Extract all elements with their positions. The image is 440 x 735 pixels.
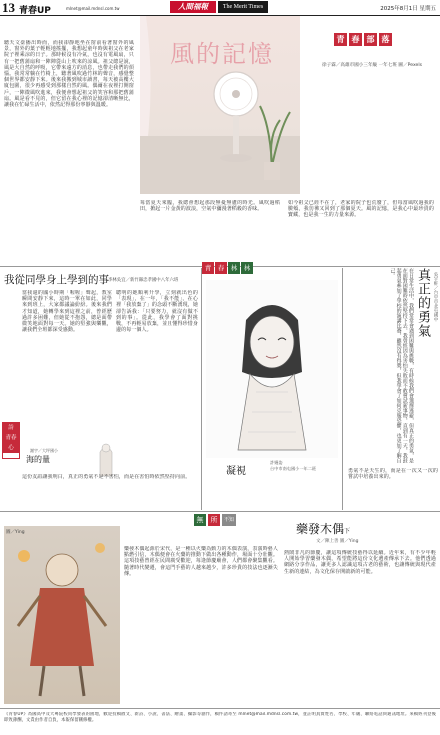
poem-label-char: 青春 xyxy=(3,433,19,443)
poem-label xyxy=(2,422,20,459)
article-title: 我從同學身上學到的事 xyxy=(4,274,109,286)
puppet-drawing xyxy=(4,526,120,704)
artist-school: 台中市南屯國小一年二班 xyxy=(270,466,317,471)
poem-illustration xyxy=(96,438,116,478)
tag-char: 不知 xyxy=(222,514,236,526)
page-footer xyxy=(0,708,440,735)
poem-byline: 謝宇／大坪國小 xyxy=(30,448,58,453)
girl-drawing xyxy=(206,280,338,458)
article-title-suffix: 下 xyxy=(344,528,351,535)
article-column: 如今祖父已經不在了，老家的院子也荒廢了，但每當風吹過我的臉頰，我彷彿又回到了那個夏天。風的記憶，是我心中最珍貴的寶藏，也是我一生的力量來源。 xyxy=(288,200,434,219)
article-column: 當我還的國小時期「喔喔」聲起，教室瞬間安靜下來，這時一單在如此，同學來到班上，大家都議論紛紛。後來我們才知道，她轉學來到這裡之前，曾經歷過許多困難，但她從不抱怨，總是面帶微笑地面對每一天。她的堅強與樂觀，讓我們全班都深受感動。 xyxy=(22,290,112,334)
newspaper-logo: 人間福報 xyxy=(170,1,216,13)
artist-name: 許嫚姿 xyxy=(270,460,283,465)
top-article xyxy=(0,16,440,266)
tag-char: 青 xyxy=(334,33,347,46)
tag-char: 林 xyxy=(228,262,240,274)
article-title xyxy=(296,520,350,537)
poem-label-char: 詩 xyxy=(3,423,19,433)
article-column: 聰明的她順利升學，立刻就出色的「表現」，在一年，「我不能」，在心裡「我放棄了」的念頭不斷湧現，她卻告訴我：「只要努力，就沒有做不到的事」。從此，我學會了面對挑戰，不再輕易放棄，並且懂得珍惜身邊的每一個人。 xyxy=(116,290,198,334)
divider xyxy=(342,268,343,510)
artwork-feature xyxy=(202,262,340,512)
puppet-illustration xyxy=(4,526,120,704)
section-title: 青春UP xyxy=(19,6,51,16)
artwork-title: 凝視 xyxy=(226,466,246,477)
article-byline: 吳宇軒／台中市北屯國中 xyxy=(433,272,438,322)
tag-char: 所 xyxy=(208,514,220,526)
article-byline: 李林吳宜／新竹縣忠孝國中八年六班 xyxy=(108,278,179,283)
issue-date: 2025年8月1日 星期五 xyxy=(380,6,436,12)
artwork-image xyxy=(206,280,338,458)
submission-notice: 《青春UP》為國高中及大專院校同學發表的園地，歡迎投稿散文、新詩、小說、書法、繪畫、攝影等創作，稿件請寄至 mlnet@mail.mdnsl.com.tw，並註明真實姓名、學校、年級、聯絡電話與通訊地址。來稿經刊登後即致薄酬，文責由作者自負，本報保留刪修權。 xyxy=(4,712,436,723)
column-tag xyxy=(202,262,253,274)
article-title: 風的記憶 xyxy=(170,40,274,68)
tag-char: 春 xyxy=(215,262,227,274)
article-byline: 徐子霖／高雄市國小三年級 一年七班 圖／Pexels xyxy=(322,63,423,68)
column-tag xyxy=(194,514,236,526)
tag-char: 落 xyxy=(379,33,392,46)
section-email: mlnet@mail.mdnsl.com.tw xyxy=(66,6,120,11)
article-title-text: 藥發木偶 xyxy=(296,522,345,536)
puppet-article xyxy=(0,512,440,707)
tag-char: 春 xyxy=(349,33,362,46)
tag-char: 青 xyxy=(202,262,214,274)
article-column: 這份友誼讓我明白，真正的勇氣不是不害怕，而是在害怕時依然堅持向前。 xyxy=(22,474,191,480)
article-column: 熱鬧非凡的節慶，讓這項傳統技藝得以延續。近年來，有不少年輕人開始學習藥發木偶，希望能將這份文化遺產傳承下去。他們透過網路分享作品，讓更多人認識這項古老的藝術，也讓傳統與現代產生新的連結，為文化保存開啟新的可能。 xyxy=(284,550,436,575)
tag-char: 部 xyxy=(364,33,377,46)
tag-char: 無 xyxy=(194,514,206,526)
image-credit: 圖／Ying xyxy=(6,530,25,535)
article-column: 每當夏天來臨，我總會想起那段無憂無慮的時光。風吹過稻田，掀起一片金黃的波浪，空氣中瀰漫著稻穀的香味。 xyxy=(140,200,280,213)
column-tag xyxy=(334,33,392,46)
newspaper-english-logo: The Merit Times xyxy=(218,1,268,13)
artwork-byline xyxy=(270,460,316,472)
courage-article xyxy=(344,262,440,512)
article-column: 勇氣不是天生的，而是在一次又一次的嘗試中培養出來的。 xyxy=(348,468,438,481)
article-column: 藥發木偶起源於宋代，是一種以火藥為動力的木偶表演，表演時藝人點燃引信，木偶便會在火藥的推動下做出各種動作，場面十分壯觀。這項技藝曾經在民間廣受歡迎，每逢節慶廟會，人們都會聚集觀看。隨著時代變遷，會這門手藝的人越來越少，許多珍貴的技法也逐漸失傳。 xyxy=(124,546,278,577)
article-column: 在日常生活中，我們常常會遇到困難與挑戰，有時候我們會選擇逃避，但真正的勇氣，是在面對困難時依然堅持下去。我曾經因為害怕失敗而不敢嘗試新事物，直到有一天，我鼓起勇氣參加了學校的演講比賽，雖然沒有得獎，但我學會了如何克服恐懼，也更加了解自己。 xyxy=(389,268,414,463)
tag-char: 林 xyxy=(241,262,253,274)
poem-label-char: 心 xyxy=(3,443,19,453)
poem-title: 海的量 xyxy=(26,455,50,464)
classmate-article xyxy=(0,268,200,508)
article-byline: 文／陳上善 圖／Ying xyxy=(316,539,359,544)
page-header xyxy=(0,0,440,16)
page-number: 13 xyxy=(2,0,15,15)
article-title: 真正的勇氣 xyxy=(415,268,430,338)
article-column: 聽天文臺播出時而，而我卻靜地坐在窗前看著窗外的風景，窗外的葉子輕輕地搖擺，我想起童年時與祖父在老家院子裡乘涼的日子。那時候沒有冷氣，也沒有電風扇，只有一把舊蒲扇和一陣陣從山上吹來的涼風。祖父總是說，風是大自然的呼吸，它帶來遠方的消息，也帶走我們的煩惱。我常常躺在竹椅上，聽著風吹過竹林的聲音，感覺整個世界都安靜下來。後來我搬到城市讀書，每天被高樓大廈包圍，很少再感受到那樣自然的風。偶爾在夜裡打開窗戶，一陣微風吹進來，我便會想起祖父的笑容和那把舊蒲扇。風是看不見的，但它留在我心裡的記憶卻清晰無比，讓我在忙碌生活中，依然記得那份寧靜與溫暖。 xyxy=(4,40,134,109)
